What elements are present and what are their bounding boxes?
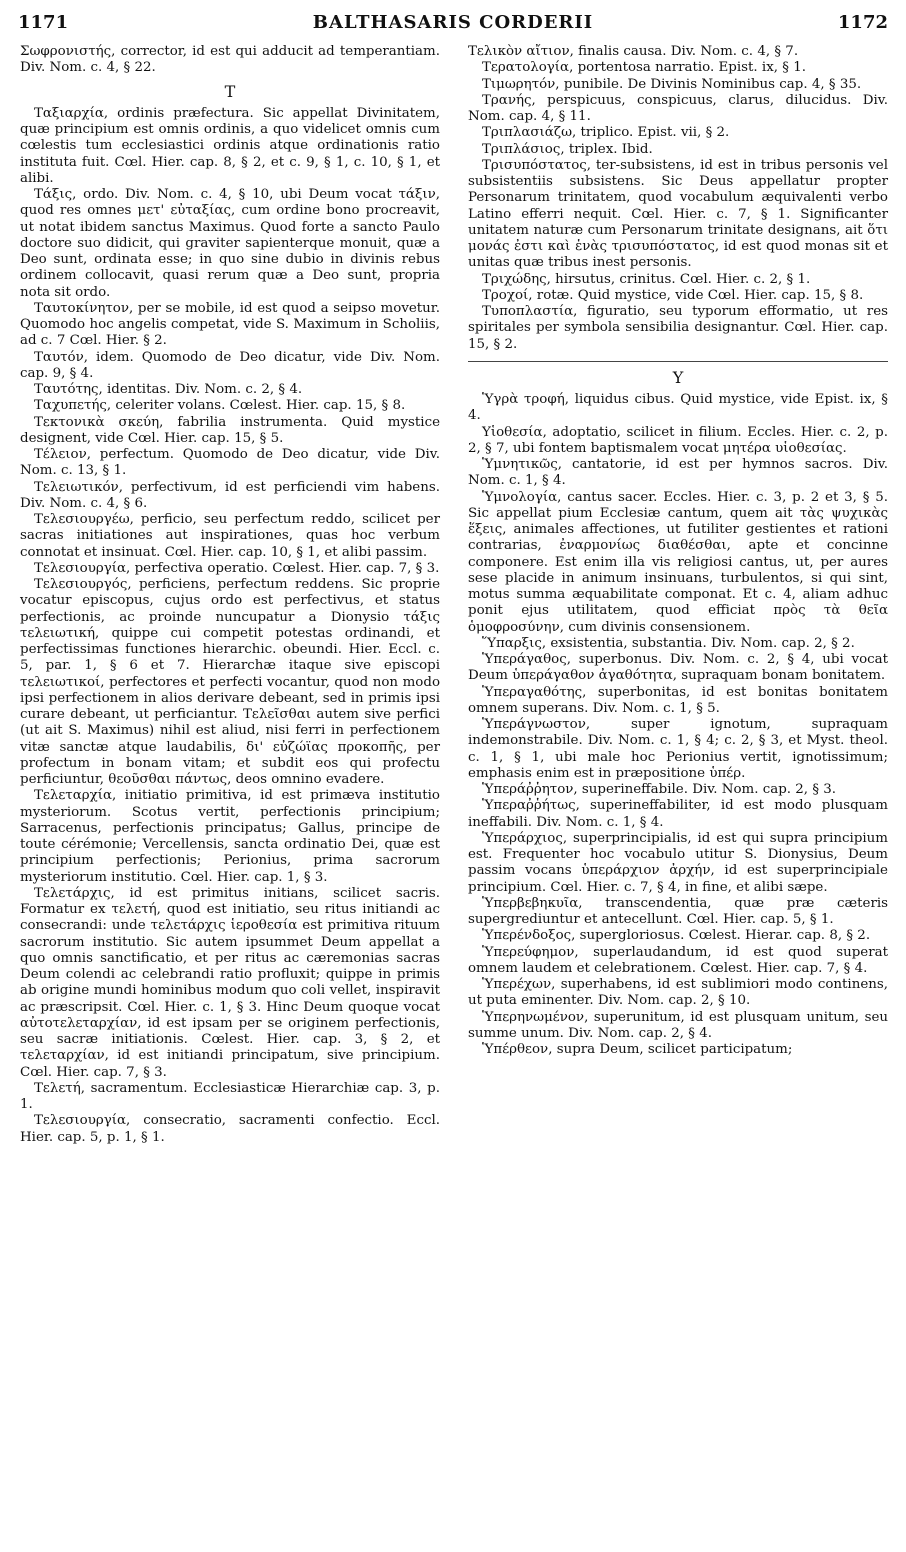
entry-hyparxis: Ὕπαρξις, exsistentia, substantia. Div. Nom. cap. 2, § 2.: [482, 635, 855, 651]
page-number-right: 1172: [837, 12, 888, 33]
entry-hyperendoxos: Ὑπερένδοξος, supergloriosus. Cœlest. Hierar. cap. 8, § 2.: [482, 928, 871, 944]
section-letter-t: T: [224, 81, 236, 101]
entry-hyperarrhetos: Ὑπεραῤῥήτως, superineffabiliter, id est modo plusquam ineffabili. Div. Nom. c. 1, § 4.: [468, 798, 888, 830]
entry-hyperagnoston: Ὑπεράγνωστον, super ignotum, supraquam indemonstrabile. Div. Nom. c. 1, § 4; c. 2, § 3, et Myst. theol. c. 1, § 1, ubi male hoc Perionius vertit, ignotissimum; emphasis enim est in præpositione ὑπέρ.: [468, 717, 888, 781]
running-title: BALTHASARIS CORDERII: [312, 12, 594, 33]
entry-hyperbebekyia: Ὑπερβεβηκυῖα, transcendentia, quæ præ cæteris supergrediuntur et antecellunt. Cœl. Hier. cap. 5, § 1.: [468, 895, 888, 927]
entry-hyiothesia: Υἱοθεσία, adoptatio, scilicet in filium. Eccles. Hier. c. 2, p. 2, § 7, ubi fontem baptismalem vocat μητέρα υἱοθεσίας.: [468, 424, 888, 456]
entry-tachypetes: Ταχυπετής, celeriter volans. Cœlest. Hier. cap. 15, § 8.: [34, 398, 406, 414]
entry-hyperarrheton: Ὑπεράῤῥητον, superineffabile. Div. Nom. cap. 2, § 3.: [482, 782, 837, 797]
left-column: [20, 44, 440, 1146]
entry-tauton: Ταυτόν, idem. Quomodo de Deo dicatur, vide Div. Nom. cap. 9, § 4.: [20, 349, 440, 381]
entry-teleion: Τέλειον, perfectum. Quomodo de Deo dicatur, vide Div. Nom. c. 13, § 1.: [20, 447, 440, 479]
entry-hyperagathotes: Ὑπεραγαθότης, superbonitas, id est bonitas bonitatem omnem superans. Div. Nom. c. 1, § 5.: [468, 684, 888, 716]
entry-telesiourgia-consecratio: Τελεσιουργία, consecratio, sacramenti confectio. Eccl. Hier. cap. 5, p. 1, § 1.: [20, 1113, 440, 1145]
right-column: [468, 44, 888, 1058]
entry-telete: Τελετή, sacramentum. Ecclesiasticæ Hierarchiæ cap. 3, p. 1.: [20, 1080, 440, 1112]
page-number-left: 1171: [18, 12, 69, 33]
entry-hyperarchios: Ὑπεράρχιος, superprincipialis, id est qui supra principium est. Frequenter hoc vocabulo utitur S. Dionysius, Deum passim vocans ὑπεράρχιον ἀρχήν, id est superprincipiale principium. Cœl. Hier. c. 7, § 4, in fine, et alibi sæpe.: [468, 830, 888, 895]
entry-hypereuphemon: Ὑπερεύφημον, superlaudandum, id est quod superat omnem laudem et celebrationem. Cœlest. Hier. cap. 7, § 4.: [468, 944, 888, 976]
entry-typoplastia: Τυποπλαστία, figuratio, seu typorum efformatio, ut res spiritales per symbola sensibilia designantur. Cœl. Hier. cap. 15, § 2.: [468, 304, 888, 352]
entry-tautokineton: Ταυτοκίνητον, per se mobile, id est quod a seipso movetur. Quomodo hoc angelis competat, vide S. Maximum in Scholiis, ad c. 7 Cœl. Hier. § 2.: [20, 300, 440, 349]
entry-telesiourgeo: Τελεσιουργέω, perficio, seu perfectum reddo, scilicet per sacras initiationes aut inspirationes, quas hoc verbum connotat et insinuat. Cœl. Hier. cap. 10, § 1, et alibi passim.: [20, 512, 440, 560]
entry-tautotes: Ταυτότης, identitas. Div. Nom. c. 2, § 4.: [34, 382, 303, 397]
entry-timoreton: Τιμωρητόν, punibile. De Divinis Nominibus cap. 4, § 35.: [482, 76, 862, 92]
section-letter-y: Υ: [672, 367, 684, 387]
entry-hyperenomenon: Ὑπερηνωμένον, superunitum, id est plusquam unitum, seu summe unum. Div. Nom. cap. 2, § 4.: [468, 1009, 888, 1041]
entry-teletarchis: Τελετάρχις, id est primitus initians, scilicet sacris. Formatur ex τελετή, quod est initiatio, seu ritus initiandi ac consecrandi: unde τελετάρχις ἱεροθεσία est primitiva rituum sacrorum institutio. Sic autem ipsummet Deum appellat a quo omnis sanctificatio, et per ritus ac cæremonias sacras Deum colendi ac celebrandi ratio profluxit; quippe in primis ab origine mundi hominibus modum quo coli vellet, inspiravit ac præscripsit. Cœl. Hier. c. 1, § 3. Hinc Deum quoque vocat αὐτοτελεταρχίαν, id est ipsam per se originem perfectionis, seu sacræ initiationis. Cœlest. Hier. cap. 3, § 2, et τελεταρχίαν, id est initiandi principatum, sive principium. Cœl. Hier. cap. 7, § 3.: [20, 885, 440, 1080]
entry-trochoi: Τροχοί, rotæ. Quid mystice, vide Cœl. Hier. cap. 15, § 8.: [482, 287, 864, 303]
entry-telesiourgos: Τελεσιουργός, perficiens, perfectum reddens. Sic proprie vocatur episcopus, cujus ordo est perfectivus, et status perfectionis, ac proinde nuncupatur a Dionysio τάξις τελειωτική, quippe cui competit potestas ordinandi, et perfectissimas functiones hierarchic. obeundi. Hier. Eccl. c. 5, par. 1, § 6 et 7. Hierarchæ itaque sive episcopi τελειωτικοί, perfectores et perfecti vocantur, quod non modo ipsi perfectionem in alios derivare debeant, sed in primis ipsi curare debeant, ut perficiantur. Τελεῖσθαι autem sive perfici (ut ait S. Maximus) nihil est aliud, nisi ferri in perfectionem vitæ sanctæ atque laudabilis, δι' εὐζώϊας προκοπῆς, per profectum in bonam vitam; et subdit eos qui profectu perficiuntur, θεοῦσθαι πάντως, deos omnino evadere.: [20, 577, 440, 787]
entry-taxiarchia: Ταξιαρχία, ordinis præfectura. Sic appellat Divinitatem, quæ principium est omnis ordinis, a quo videlicet omnis cum cœlestis tum ecclesiastici ordinis atque ordinationis ratio instituta fuit. Cœl. Hier. cap. 8, § 2, et c. 9, § 1, c. 10, § 1, et alibi.: [20, 105, 440, 186]
entry-hymnologia: Ὑμνολογία, cantus sacer. Eccles. Hier. c. 3, p. 2 et 3, § 5. Sic appellat pium Ecclesiæ cantum, quem ait τὰς ψυχικὰς ἕξεις, animales affectiones, ut futiliter gestientes et rationi contrarias, ἐναρμονίως διαθέσθαι, apte et concinne componere. Est enim illa vis religiosi cantus, ut, per aures sese placide in animum insinuans, turbulentos, si qui sint, motus summa æquabilitate componat. Et c. 4, aliam adhuc ponit ejus utilitatem, quod efficiat πρὸς τὰ θεῖα ὁμοφροσύνην, cum divinis consensionem.: [468, 489, 888, 635]
entry-tektonika-skeue: Τεκτονικὰ σκεύη, fabrilia instrumenta. Quid mystice designent, vide Cœl. Hier. cap. 15, § 5.: [20, 414, 440, 446]
entry-hymnetikos: Ὑμνητικῶς, cantatorie, id est per hymnos sacros. Div. Nom. c. 1, § 4.: [468, 457, 888, 489]
entry-tranes: Τρανής, perspicuus, conspicuus, clarus, dilucidus. Div. Nom. cap. 4, § 11.: [468, 92, 888, 124]
entry-hypertheon: Ὑπέρθεον, supra Deum, scilicet participatum;: [482, 1042, 793, 1057]
entry-hyperechon: Ὑπερέχων, superhabens, id est sublimiori modo continens, ut puta eminenter. Div. Nom. cap. 2, § 10.: [468, 977, 888, 1009]
section-divider: [468, 361, 888, 362]
entry-triplasiazo: Τριπλασιάζω, triplico. Epist. vii, § 2.: [482, 125, 730, 141]
entry-hygra-trophe: Ὑγρὰ τροφή, liquidus cibus. Quid mystice, vide Epist. ix, § 4.: [468, 392, 888, 424]
entry-taxis: Τάξις, ordo. Div. Nom. c. 4, § 10, ubi Deum vocat τάξιν, quod res omnes μετ' εὐταξίας, cum ordine bono procreavit, ut notat ibidem sanctus Maximus. Quod forte a sancto Paulo doctore suo didicit, qui graviter sapienterque monuit, quæ a Deo sunt, ordinata esse; in quo sine dubio in divinis rebus ordinem collocavit, quasi rerum quæ a Deo sunt, propria nota sit ordo.: [20, 187, 440, 300]
entry-hyperagathos: Ὑπεράγαθος, superbonus. Div. Nom. c. 2, § 4, ubi vocat Deum ὑπεράγαθον ἀγαθότητα, supraquam bonam bonitatem.: [468, 652, 888, 684]
entry-trichodes: Τριχώδης, hirsutus, crinitus. Cœl. Hier. c. 2, § 1.: [482, 271, 811, 287]
entry-triplasios: Τριπλάσιος, triplex. Ibid.: [482, 141, 653, 157]
entry-teratologia: Τερατολογία, portentosa narratio. Epist. ix, § 1.: [482, 60, 806, 76]
entry-telikon-aition: Τελικὸν αἴτιον, finalis causa. Div. Nom. c. 4, § 7.: [468, 44, 799, 59]
entry-teleiotikon: Τελειωτικόν, perfectivum, id est perficiendi vim habens. Div. Nom. c. 4, § 6.: [20, 479, 440, 511]
page-header: [18, 8, 888, 38]
entry-sophronistes: Σωφρονιστής, corrector, id est qui adducit ad temperantiam. Div. Nom. c. 4, § 22.: [20, 44, 440, 76]
entry-teletarchia: Τελεταρχία, initiatio primitiva, id est primæva institutio mysteriorum. Scotus vertit, perfectionis principium; Sarracenus, perfectionis principatus; Gallus, principe de toute cérémonie; Vercellensis, sancta ordinatio Dei, quæ est principium perfectionis; Perionius, prima sacrorum mysteriorum institutio. Cœl. Hier. cap. 1, § 3.: [20, 788, 440, 885]
entry-trisypostatos: Τρισυπόστατος, ter-subsistens, id est in tribus personis vel subsistentiis subsistens. Sic Deus appellatur propter Personarum trinitatem, quod vocabulum æquivalenti verbo Latino efferri nequit. Cœl. Hier. c. 7, § 1. Significanter unitatem naturæ cum Personarum trinitate designans, ait ὅτι μονάς ἐστι καὶ ἑνὰς τρισυπόστατος, id est quod monas sit et unitas quæ tribus inest personis.: [468, 157, 888, 271]
entry-telesiourgia: Τελεσιουργία, perfectiva operatio. Cœlest. Hier. cap. 7, § 3.: [34, 560, 440, 576]
